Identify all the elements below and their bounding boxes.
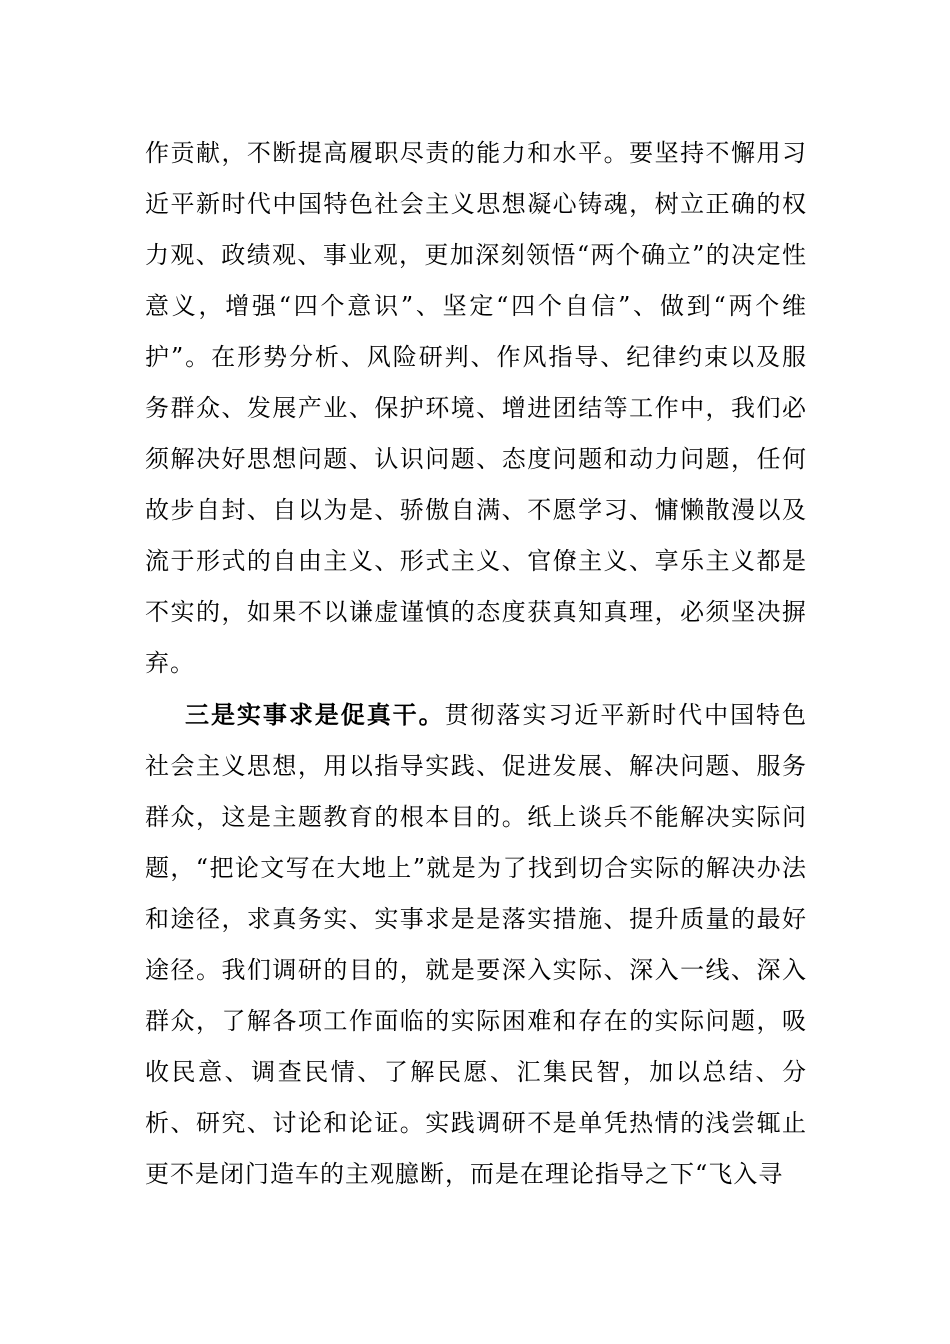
paragraph-2	[145, 689, 807, 1200]
paragraph-2-lead: 三是实事求是促真干。	[185, 700, 445, 729]
paragraph-1	[145, 128, 807, 689]
document-body	[145, 128, 807, 1200]
paragraph-1-text: 作贡献，不断提高履职尽责的能力和水平。要坚持不懈用习近平新时代中国特色社会主义思想凝心铸魂，树立正确的权力观、政绩观、事业观，更加深刻领悟“两个确立”的决定性意义，增强“四个意识”、坚定“四个自信”、做到“两个维护”。在形势分析、风险研判、作风指导、纪律约束以及服务群众、发展产业、保护环境、增进团结等工作中，我们必须解决好思想问题、认识问题、态度问题和动力问题，任何故步自封、自以为是、骄傲自满、不愿学习、慵懒散漫以及流于形式的自由主义、形式主义、官僚主义、享乐主义都是不实的，如果不以谦虚谨慎的态度获真知真理，必须坚决摒弃。	[145, 139, 807, 677]
paragraph-2-body: 贯彻落实习近平新时代中国特色社会主义思想，用以指导实践、促进发展、解决问题、服务群众，这是主题教育的根本目的。纸上谈兵不能解决实际问题，“把论文写在大地上”就是为了找到切合实际的解决办法和途径，求真务实、实事求是是落实措施、提升质量的最好途径。我们调研的目的，就是要深入实际、深入一线、深入群众，了解各项工作面临的实际困难和存在的实际问题，吸收民意、调查民情、了解民愿、汇集民智，加以总结、分析、研究、讨论和论证。实践调研不是单凭热情的浅尝辄止更不是闭门造车的主观臆断，而是在理论指导之下“飞入寻	[145, 701, 808, 1188]
